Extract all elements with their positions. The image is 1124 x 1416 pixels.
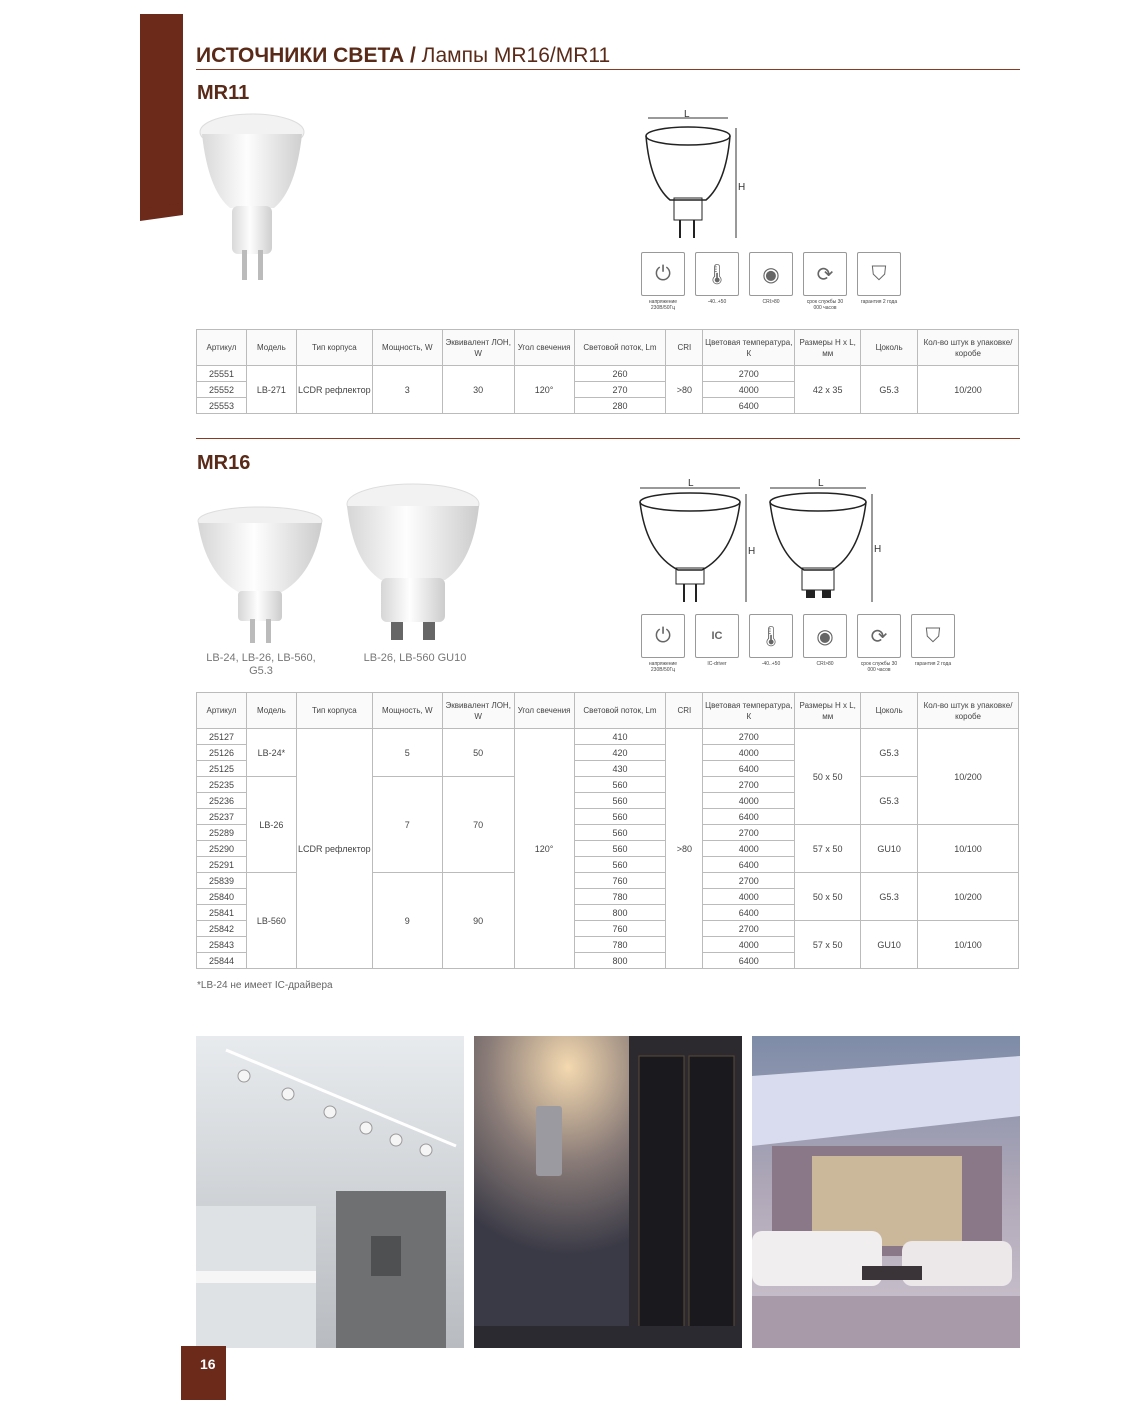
table-row: 25235 LB-26 7 70 560 2700 G5.3 [197,777,1019,793]
mr16-feature-icons [640,614,956,673]
section-rule [196,438,1020,439]
timer-icon: ⟳ срок службы 30 000 часов [856,614,902,673]
eye-icon: ◉ CRI>80 [748,252,794,311]
mr16-gu53-lamp-image [196,505,326,645]
table-header-row: Артикул Модель Тип корпуса Мощность, W Эквивалент ЛОН, W Угол свечения Световой поток, Lm CRI Цветовая температура, К Размеры H x L, мм Цоколь Кол-во штук в упаковке/коробе [197,693,1019,729]
table-row: 25236 560 4000 [197,793,1019,809]
page-number: 16 [181,1346,226,1400]
shield-icon: ⛉ гарантия 2 года [910,614,956,673]
timer-icon: ⟳ срок службы 30 000 часов [802,252,848,311]
mr16-dimension-diagram [636,478,886,608]
table-row: 25551 LB-271 LCDR рефлектор 3 30 120° 260 >80 2700 42 x 35 G5.3 10/200 [197,366,1019,382]
mr11-spec-table [196,329,1019,414]
table-row: 25839 LB-560 9 90 760 2700 50 x 50 G5.3 10/200 [197,873,1019,889]
table-row: 25126 420 4000 [197,745,1019,761]
table-row: 25842 760 2700 57 x 50 GU10 10/100 [197,921,1019,937]
page-header: ИСТОЧНИКИ СВЕТА / Лампы MR16/MR11 [196,44,611,67]
header-rule [196,69,1020,70]
table-header-row: Артикул Модель Тип корпуса Мощность, W Эквивалент ЛОН, W Угол свечения Световой поток, Lm CRI Цветовая температура, К Размеры H x L, мм Цоколь Кол-во штук в упаковке/коробе [197,330,1019,366]
living-room-photo [752,1036,1020,1348]
mr11-feature-icons [640,252,902,311]
section-title-mr16: MR16 [197,452,251,474]
shield-icon: ⛉ гарантия 2 года [856,252,902,311]
table-row: 25289 560 2700 57 x 50 GU10 10/100 [197,825,1019,841]
svg-text:H: H [748,546,756,557]
thermometer-icon: 🌡 -40..+50 [748,614,794,673]
table-row: 25843 780 4000 [197,937,1019,953]
ic-driver-icon: IC IC-driver [694,614,740,673]
svg-text:H: H [738,182,746,193]
thermometer-icon: 🌡 -40..+50 [694,252,740,311]
mr11-lamp-image [196,110,311,280]
table-row: 25841 800 6400 [197,905,1019,921]
caption-gu10: LB-26, LB-560 GU10 [363,652,467,664]
table-row: 25290 560 4000 [197,841,1019,857]
svg-text:H: H [874,544,882,555]
svg-text:L: L [684,109,690,120]
table-row: 25840 780 4000 [197,889,1019,905]
svg-text:L: L [688,478,694,489]
mr11-dimension-diagram [636,108,746,243]
table-row: 25844 800 6400 [197,953,1019,969]
footnote: *LB-24 не имеет IC-драйвера [197,980,333,991]
mr16-gu10-lamp-image [345,482,485,647]
table-row: 25237 560 6400 [197,809,1019,825]
table-row: 25127 LB-24* LCDR рефлектор 5 50 120° 410 >80 2700 50 x 50 G5.3 10/200 [197,729,1019,745]
svg-text:L: L [818,478,824,489]
mr16-spec-table [196,692,1019,969]
table-row: 25291 560 6400 [197,857,1019,873]
table-row: 25125 430 6400 [197,761,1019,777]
section-title-mr11: MR11 [197,82,250,104]
table-row: 25553 280 6400 [197,398,1019,414]
table-row: 25552 270 4000 [197,382,1019,398]
plug-icon: ⏻ напряжение 230В/50Гц [640,614,686,673]
brown-corner-tab [140,14,183,212]
caption-gu53: LB-24, LB-26, LB-560, G5.3 [206,652,316,677]
plug-icon: ⏻ напряжение 230В/50Гц [640,252,686,311]
eye-icon: ◉ CRI>80 [802,614,848,673]
kitchen-track-light-photo [196,1036,464,1348]
wall-light-photo [474,1036,742,1348]
